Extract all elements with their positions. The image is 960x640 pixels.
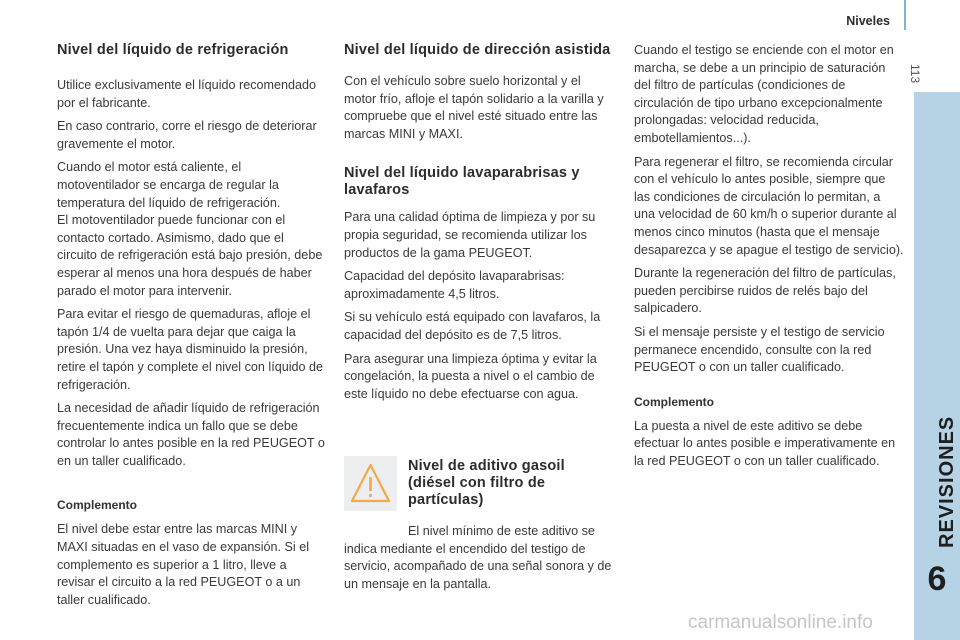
paragraph: Cuando el motor está caliente, el motoventilador se encarga de regular la temperatura del líquido de refrigeración.	[57, 160, 281, 210]
complement-heading: Complemento	[634, 394, 715, 409]
paragraph: La necesidad de añadir líquido de refrigeración frecuentemente indica un fallo que se debe controlar lo antes posible en la red PEUGEOT o en un taller cualificado.	[57, 401, 325, 468]
header-divider	[904, 0, 906, 30]
paragraph: El nivel debe estar entre las marcas MINI y MAXI situadas en el vaso de expansión. Si el complemento es superior a 1 litro, lleve a revisar el circuito a la red PEUGEOT o a un taller cualificado.	[57, 522, 310, 607]
chapter-number: 6	[927, 560, 947, 598]
chapter-tab	[914, 92, 960, 640]
diesel-additive-heading: Nivel de aditivo gasoil (diésel con filtro de partículas)	[408, 458, 565, 508]
paragraph: Cuando el testigo se enciende con el motor en marcha, se debe a un principio de saturación del filtro de partículas (condiciones de circulación de tipo urbano excepcionalmente prolongadas: velocidad reducida, embotellamientos...).	[634, 43, 894, 145]
section-title: Niveles	[846, 14, 890, 28]
paragraph: Utilice exclusivamente el líquido recomendado por el fabricante.	[57, 78, 317, 110]
paragraph: La puesta a nivel de este aditivo se debe efectuar lo antes posible e imperativamente en la red PEUGEOT o con un taller cualificado.	[634, 418, 896, 468]
paragraph: Para evitar el riesgo de quemaduras, afloje el tapón 1/4 de vuelta para dejar que caiga la presión. Una vez haya disminuido la presión, retire el tapón y complete el nivel con líquido de refrigeración.	[57, 307, 324, 392]
paragraph: Durante la regeneración del filtro de partículas, pueden percibirse ruidos de relés bajo del salpicadero.	[634, 266, 896, 316]
column-3	[634, 0, 904, 476]
column-1	[57, 0, 325, 615]
diesel-additive-block	[344, 458, 616, 599]
paragraph: En caso contrario, corre el riesgo de deteriorar gravemente el motor.	[57, 119, 317, 151]
paragraph: El nivel mínimo de este aditivo se indica mediante el encendido del testigo de servicio, acompañado de una señal sonora y de un mensaje en la pantalla.	[344, 524, 612, 591]
watermark: carmanualsonline.info	[688, 612, 873, 633]
power-steering-heading: Nivel del líquido de dirección asistida	[344, 42, 611, 58]
washer-fluid-heading: Nivel del líquido lavaparabrisas y lavafaros	[344, 165, 580, 199]
complement-heading: Complemento	[57, 498, 138, 513]
paragraph: El motoventilador puede funcionar con el contacto cortado. Asimismo, dado que el circuito de refrigeración está bajo presión, debe esperar al menos una hora después de haber parado el motor para intervenir.	[57, 213, 323, 298]
column-2	[344, 0, 616, 409]
page-number: 113	[908, 64, 922, 84]
paragraph: Para una calidad óptima de limpieza y por su propia seguridad, se recomienda utilizar los productos de la gama PEUGEOT.	[344, 210, 596, 260]
paragraph: Para regenerar el filtro, se recomienda circular con el vehículo lo antes posible, siempre que las condiciones de circulación lo permitan, a una velocidad de 60 km/h o superior durante al menos cinco minutos (hasta que el mensaje desaparezca y se apague el testigo de servicio).	[634, 154, 904, 257]
paragraph: Capacidad del depósito lavaparabrisas: aproximadamente 4,5 litros.	[344, 269, 565, 301]
paragraph: Si el mensaje persiste y el testigo de servicio permanece encendido, consulte con la red PEUGEOT o con un taller cualificado.	[634, 324, 885, 375]
paragraph: Con el vehículo sobre suelo horizontal y el motor frío, afloje el tapón solidario a la varilla y compruebe que el nivel esté situado entre las marcas MINI y MAXI.	[344, 74, 604, 141]
paragraph: Para asegurar una limpieza óptima y evitar la congelación, la puesta a nivel o el cambio de este líquido no debe efectuarse con agua.	[344, 351, 597, 401]
coolant-level-heading: Nivel del líquido de refrigeración	[57, 42, 289, 58]
chapter-tab-label: REVISIONES	[936, 415, 958, 548]
paragraph: Si su vehículo está equipado con lavafaros, la capacidad del depósito es de 7,5 litros.	[344, 310, 601, 342]
